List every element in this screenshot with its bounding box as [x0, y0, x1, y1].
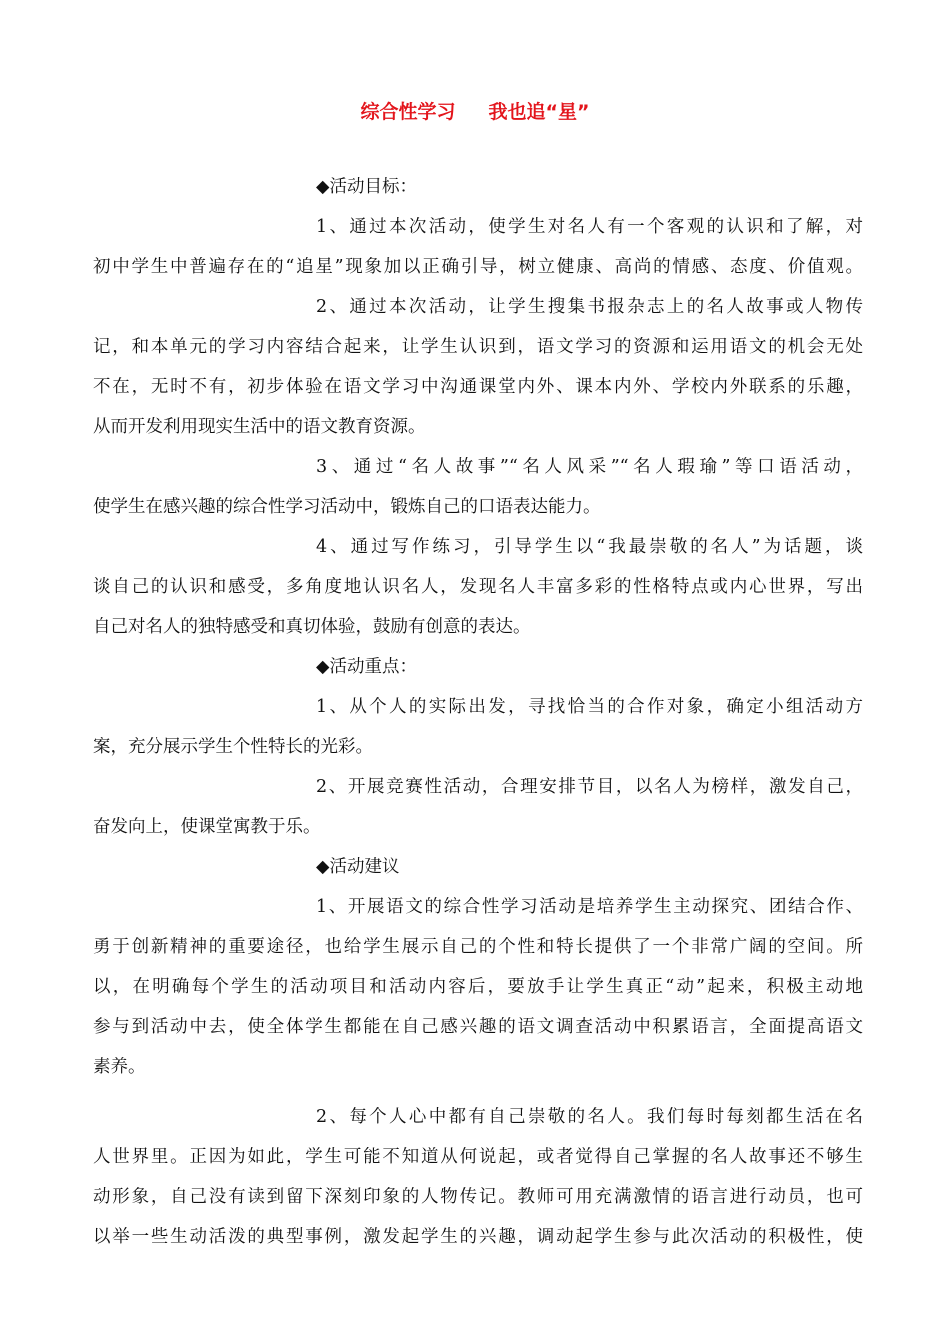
paragraph-line: 不在，无时不有，初步体验在语文学习中沟通课堂内外、课本内外、学校内外联系的乐趣，: [93, 377, 863, 397]
paragraph-line: 1、从个人的实际出发，寻找恰当的合作对象，确定小组活动方: [316, 697, 863, 717]
paragraph-line: 2、开展竞赛性活动，合理安排节目，以名人为榜样，激发自己，: [316, 777, 863, 797]
paragraph-line: 2、通过本次活动，让学生搜集书报杂志上的名人故事或人物传: [316, 297, 863, 317]
paragraph-line: 1、开展语文的综合性学习活动是培养学生主动探究、团结合作、: [316, 897, 863, 917]
paragraph-line: 谈自己的认识和感受，多角度地认识名人，发现名人丰富多彩的性格特点或内心世界，写出: [93, 577, 863, 597]
paragraph-line: 参与到活动中去，使全体学生都能在自己感兴趣的语文调查活动中积累语言，全面提高语文: [93, 1017, 863, 1037]
paragraph-line: 人世界里。正因为如此，学生可能不知道从何说起，或者觉得自己掌握的名人故事还不够生: [93, 1147, 863, 1167]
paragraph-line: 从而开发利用现实生活中的语文教育资源。: [93, 417, 426, 437]
section-heading-goals: ◆活动目标：: [316, 177, 417, 197]
paragraph-line: 自己对名人的独特感受和真切体验，鼓励有创意的表达。: [93, 617, 531, 637]
paragraph-line: 3、通过“名人故事”“名人风采”“名人瑕瑜”等口语活动，: [316, 457, 863, 477]
paragraph-line: 初中学生中普遍存在的“追星”现象加以正确引导，树立健康、高尚的情感、态度、价值观。: [93, 257, 863, 277]
paragraph-line: 勇于创新精神的重要途径，也给学生展示自己的个性和特长提供了一个非常广阔的空间。所: [93, 937, 863, 957]
paragraph-line: 记，和本单元的学习内容结合起来，让学生认识到，语文学习的资源和运用语文的机会无处: [93, 337, 863, 357]
section-heading-suggestions: ◆活动建议: [316, 857, 400, 877]
paragraph-line: 素养。: [93, 1057, 146, 1077]
paragraph-line: 2、每个人心中都有自己崇敬的名人。我们每时每刻都生活在名: [316, 1107, 863, 1127]
paragraph-line: 奋发向上，使课堂寓教于乐。: [93, 817, 321, 837]
paragraph-line: 案，充分展示学生个性特长的光彩。: [93, 737, 373, 757]
paragraph-line: 1、通过本次活动，使学生对名人有一个客观的认识和了解，对: [316, 217, 863, 237]
paragraph-line: 动形象，自己没有读到留下深刻印象的人物传记。教师可用充满激情的语言进行动员，也可: [93, 1187, 863, 1207]
paragraph-line: 以举一些生动活泼的典型事例，激发起学生的兴趣，调动起学生参与此次活动的积极性，使: [93, 1227, 863, 1247]
paragraph-line: 以，在明确每个学生的活动项目和活动内容后，要放手让学生真正“动”起来，积极主动地: [93, 977, 863, 997]
paragraph-line: 使学生在感兴趣的综合性学习活动中，锻炼自己的口语表达能力。: [93, 497, 601, 517]
paragraph-line: 4、通过写作练习，引导学生以“我最崇敬的名人”为话题，谈: [316, 537, 863, 557]
document-title: 综合性学习 我也追“星”: [360, 101, 590, 123]
section-heading-focus: ◆活动重点：: [316, 657, 417, 677]
